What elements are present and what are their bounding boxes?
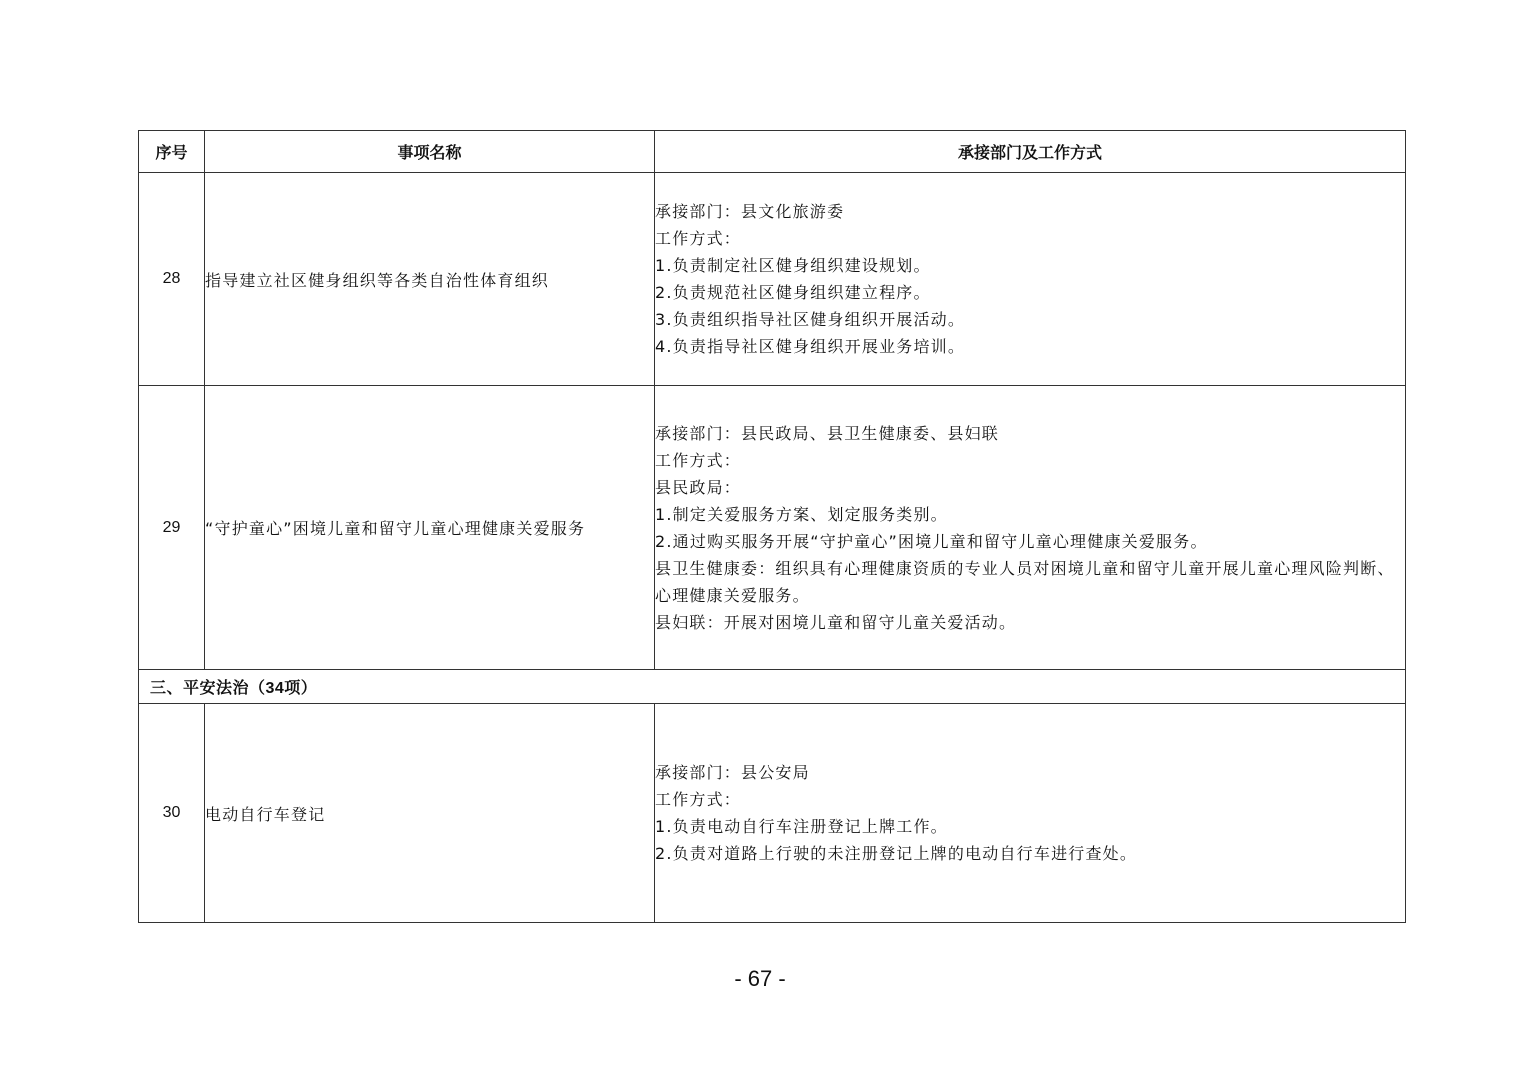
table-row: [139, 386, 1406, 670]
row-seq: 28: [139, 173, 205, 386]
header-item-name: 事项名称: [205, 131, 655, 173]
section-row: [139, 670, 1406, 704]
row-item-name: 电动自行车登记: [205, 704, 655, 923]
table-row: [139, 173, 1406, 386]
section-title: 三、平安法治（34项）: [139, 670, 1406, 704]
row-seq: 29: [139, 386, 205, 670]
row-seq: 30: [139, 704, 205, 923]
dept-line: 2.通过购买服务开展“守护童心”困境儿童和留守儿童心理健康关爱服务。: [655, 531, 1208, 551]
header-dept-method: 承接部门及工作方式: [655, 131, 1406, 173]
dept-line: 1.负责电动自行车注册登记上牌工作。: [655, 817, 948, 836]
dept-line: 1.制定关爱服务方案、划定服务类别。: [655, 504, 948, 524]
row-item-name: 指导建立社区健身组织等各类自治性体育组织: [205, 173, 655, 386]
document-table-container: [138, 130, 1405, 923]
dept-line: 承接部门：县民政局、县卫生健康委、县妇联: [655, 423, 1000, 443]
dept-line: 承接部门：县文化旅游委: [655, 202, 845, 221]
row-item-name: “守护童心”困境儿童和留守儿童心理健康关爱服务: [205, 386, 655, 670]
dept-line: 承接部门：县公安局: [655, 763, 810, 782]
header-seq: 序号: [139, 131, 205, 173]
row-dept-method: [655, 704, 1406, 923]
row-dept-method: [655, 386, 1406, 670]
dept-line: 2.负责对道路上行驶的未注册登记上牌的电动自行车进行查处。: [655, 844, 1138, 863]
dept-line: 县卫生健康委：组织具有心理健康资质的专业人员对困境儿童和留守儿童开展儿童心理风险判断、心理健康关爱服务。: [655, 558, 1395, 605]
page-number: - 67 -: [734, 966, 786, 991]
table-header-row: [139, 131, 1406, 173]
row-dept-method: [655, 173, 1406, 386]
dept-line: 工作方式：: [655, 450, 742, 470]
dept-line: 4.负责指导社区健身组织开展业务培训。: [655, 337, 966, 356]
dept-line: 县妇联：开展对困境儿童和留守儿童关爱活动。: [655, 612, 1017, 632]
dept-line: 工作方式：: [655, 229, 742, 248]
dept-line: 3.负责组织指导社区健身组织开展活动。: [655, 310, 966, 329]
items-table: [138, 130, 1406, 923]
dept-line: 工作方式：: [655, 790, 742, 809]
dept-line: 2.负责规范社区健身组织建立程序。: [655, 283, 931, 302]
dept-line: 1.负责制定社区健身组织建设规划。: [655, 256, 931, 275]
table-row: [139, 704, 1406, 923]
dept-line: 县民政局：: [655, 477, 742, 497]
